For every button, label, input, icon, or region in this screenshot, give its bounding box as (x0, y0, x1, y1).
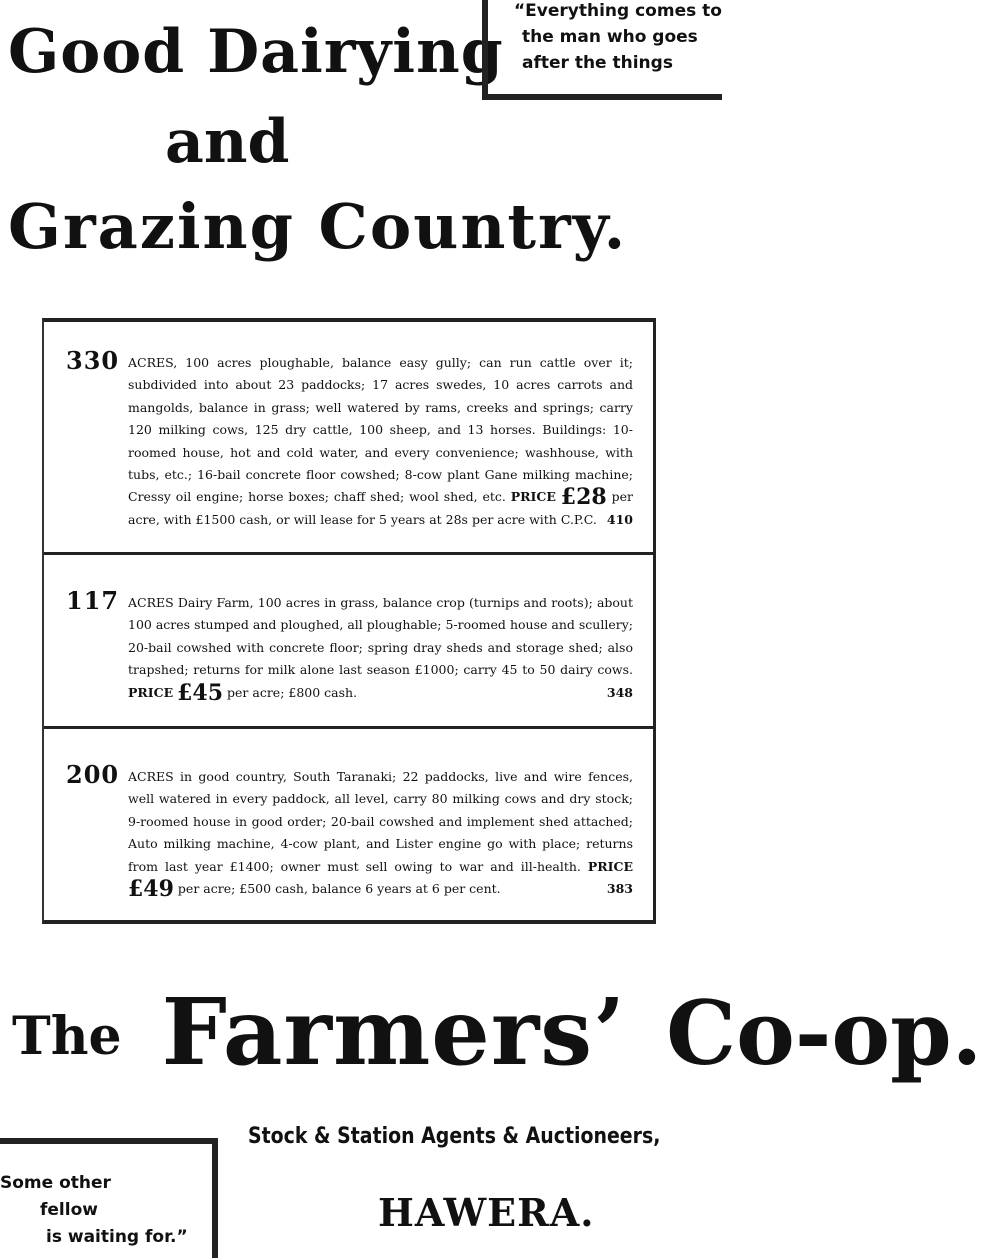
company-name-the: The (12, 1006, 122, 1067)
listing-divider (44, 726, 653, 729)
listing-acreage: 330 (66, 346, 120, 375)
price-terms: per acre; £500 cash, balance 6 years at 6 per cent. (177, 881, 501, 897)
reference-number: 348 (606, 684, 633, 700)
slogan-box-bottom (0, 1138, 218, 1258)
price-terms: per acre; £800 cash. (227, 684, 358, 700)
listing-text: ACRES, 100 acres ploughable, balance easy gully; can run cattle over it; subdivided into about 23 paddocks; 17 acres swedes, 10 acres carrots and mangolds, balance in grass; well watered by rams, creeks and springs; carry 120 milking cows, 125 dry cattle, 100 sheep, and 13 horses. Buildings: 10-roomed house, hot and cold water, and every convenience; washhouse, with tubs, etc.; 16-bail concrete floor cowshed; 8-cow plant Gane milking machine; Cressy oil engine; horse boxes; chaff shed; wool shed, etc. (128, 355, 633, 505)
company-name-coop: Co-op. (666, 981, 982, 1085)
price-amount: £45 (177, 679, 224, 706)
listing-description (128, 766, 633, 903)
listing-acreage: 200 (66, 760, 120, 789)
reference-number: 410 (606, 511, 633, 527)
headline-line-3: Grazing Country. (8, 190, 628, 263)
listing-text: ACRES in good country, South Taranaki; 22 paddocks, live and wire fences, well watered in every paddock, all level, carry 80 milking cows and dry stock; 9-roomed house in good order; 20-bail cowshed and implement shed attached; Auto milking machine, 4-cow plant, and Lister engine go with place; returns from last year £1400; owner must sell owing to war and ill-health. (128, 769, 633, 874)
company-town: HAWERA. (378, 1190, 595, 1235)
listing-text: ACRES Dairy Farm, 100 acres in grass, balance crop (turnips and roots); about 100 acres stumped and ploughed, all ploughable; 5-roomed house and scullery; 20-bail cowshed with concrete floor; spring dray sheds and storage shed; also trapshed; returns for milk alone last season £1000; carry 45 to 50 dairy cows. (128, 595, 633, 678)
slogan-box-top (482, 0, 722, 100)
company-name-farmers: Farmers’ (161, 978, 627, 1086)
price-amount: £28 (560, 484, 607, 511)
slogan-bottom-line-3: is waiting for.” (46, 1227, 188, 1247)
price-terms: per acre, with £1500 cash, or will lease for 5 years at 28s per acre with C.P.C. (128, 489, 633, 527)
headline-line-1: Good Dairying (8, 17, 504, 87)
listing-divider (44, 552, 653, 555)
company-name (12, 978, 982, 1086)
listing-description (128, 592, 633, 704)
slogan-top-line-1: “Everything comes to (514, 1, 722, 21)
slogan-bottom-line-2: fellow (40, 1200, 98, 1220)
slogan-bottom-line-1: Some other (0, 1173, 111, 1193)
headline-line-2: and (165, 107, 290, 177)
price-label: PRICE (587, 858, 633, 874)
listing-description (128, 352, 633, 531)
price-label: PRICE (510, 489, 556, 505)
slogan-top-line-3: after the things (522, 53, 673, 73)
listing-acreage: 117 (66, 586, 120, 615)
listings-box (42, 318, 656, 924)
reference-number: 383 (606, 881, 633, 897)
price-label: PRICE (128, 684, 174, 700)
slogan-top-line-2: the man who goes (522, 27, 698, 47)
company-subtitle: Stock & Station Agents & Auctioneers, (248, 1124, 661, 1149)
price-amount: £49 (128, 876, 174, 903)
